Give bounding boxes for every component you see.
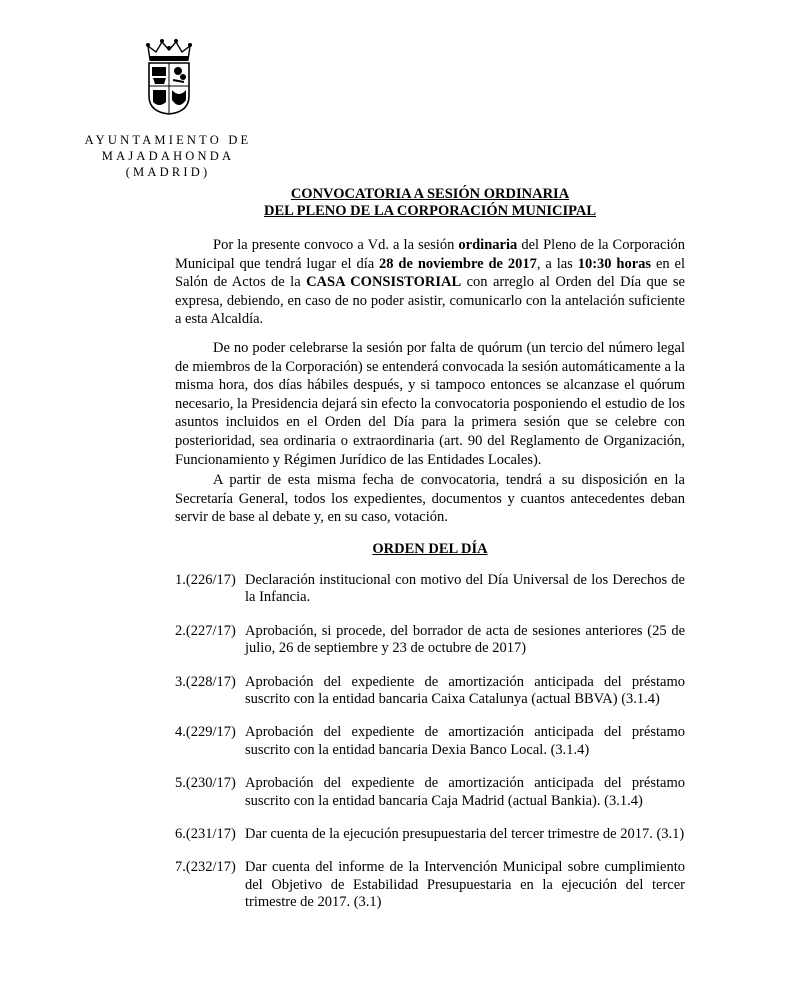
agenda-item <box>175 859 685 911</box>
session-type: ordinaria <box>458 237 518 253</box>
p1-text-4: en el Salón de Actos de la <box>175 255 685 291</box>
org-province-line: (MADRID) <box>125 165 211 179</box>
agenda-item <box>175 674 685 709</box>
p1-text-1: Por la presente convoco a Vd. a la sesión <box>213 237 459 253</box>
p1-text-5: con arreglo al Orden del Día que se expresa, debiendo, en caso de no poder asistir, comunicarlo con la antelación suficiente a esta Alcaldía. <box>175 274 685 328</box>
agenda-item-number: 7.(232/17) <box>175 859 236 876</box>
municipal-coat-of-arms-icon <box>144 38 194 116</box>
session-venue: CASA CONSISTORIAL <box>306 274 462 291</box>
agenda-item-number: 4.(229/17) <box>175 724 236 741</box>
org-municipality-line: MAJADAHONDA <box>101 149 235 163</box>
organization-header <box>78 132 258 180</box>
documents-text: A partir de esta misma fecha de convocatoria, tendrá a su disposición en la Secretaría General, todos los expedientes, documentos y cuantos antecedentes deban servir de base al debate y, en su caso, votación. <box>175 472 685 526</box>
agenda-item <box>175 826 685 843</box>
agenda-item-text: Dar cuenta de la ejecución presupuestaria del tercer trimestre de 2017. (3.1) <box>245 826 685 843</box>
p1-text-3: , a las <box>536 255 578 272</box>
document-title <box>175 186 685 220</box>
agenda-heading: ORDEN DEL DÍA <box>372 541 488 557</box>
convocation-paragraph <box>175 236 685 329</box>
agenda-list <box>175 572 685 928</box>
agenda-item-text: Aprobación, si procede, del borrador de acta de sesiones anteriores (25 de julio, 26 de septiembre y 23 de octubre de 2017) <box>245 622 685 657</box>
session-date: 28 de noviembre de 2017 <box>379 255 537 272</box>
agenda-item-number: 1.(226/17) <box>175 572 236 588</box>
org-name-line: AYUNTAMIENTO DE <box>84 133 252 147</box>
agenda-item <box>175 724 685 759</box>
documents-paragraph <box>175 471 685 527</box>
quorum-paragraph <box>175 339 685 469</box>
agenda-item-number: 2.(227/17) <box>175 622 236 639</box>
agenda-item-text: Declaración institucional con motivo del Día Universal de los Derechos de la Infancia. <box>245 572 685 606</box>
session-time: 10:30 horas <box>577 255 652 272</box>
agenda-item-number: 5.(230/17) <box>175 775 236 792</box>
agenda-item-text: Aprobación del expediente de amortización anticipada del préstamo suscrito con la entidad bancaria Caja Madrid (actual Bankia). (3.1.4) <box>245 775 685 809</box>
agenda-item <box>175 775 685 810</box>
agenda-item <box>175 572 685 607</box>
p1-text-2: del Pleno de la Corporación Municipal que tendrá lugar el día <box>175 237 685 272</box>
agenda-item-text: Dar cuenta del informe de la Intervención Municipal sobre cumplimiento del Objetivo de Estabilidad Presupuestaria en la ejecución del tercer trimestre de 2017. (3.1) <box>245 859 685 911</box>
agenda-item <box>175 623 685 658</box>
agenda-item-text: Aprobación del expediente de amortización anticipada del préstamo suscrito con la entidad bancaria Caixa Catalunya (actual BBVA) (3.1.4) <box>245 673 685 708</box>
agenda-item-text: Aprobación del expediente de amortización anticipada del préstamo suscrito con la entidad bancaria Dexia Banco Local. (3.1.4) <box>245 724 685 758</box>
title-line-1: CONVOCATORIA A SESIÓN ORDINARIA <box>290 186 570 202</box>
title-line-2: DEL PLENO DE LA CORPORACIÓN MUNICIPAL <box>263 203 597 219</box>
quorum-text: De no poder celebrarse la sesión por falta de quórum (un tercio del número legal de miembros de la Corporación) se entenderá convocada la sesión automáticamente a la misma hora, dos días hábiles después, y si tampoco entonces se alcanzase el quórum necesario, la Presidencia dejará sin efecto la convocatoria posponiendo el estudio de los asuntos incluidos en el Orden del Día para la primera sesión que se celebre con posterioridad, sea ordinaria o extraordinaria (art. 90 del Reglamento de Organización, Funcionamiento y Régimen Jurídico de las Entidades Locales). <box>175 340 685 468</box>
agenda-item-number: 6.(231/17) <box>175 826 236 843</box>
agenda-item-number: 3.(228/17) <box>175 673 236 690</box>
